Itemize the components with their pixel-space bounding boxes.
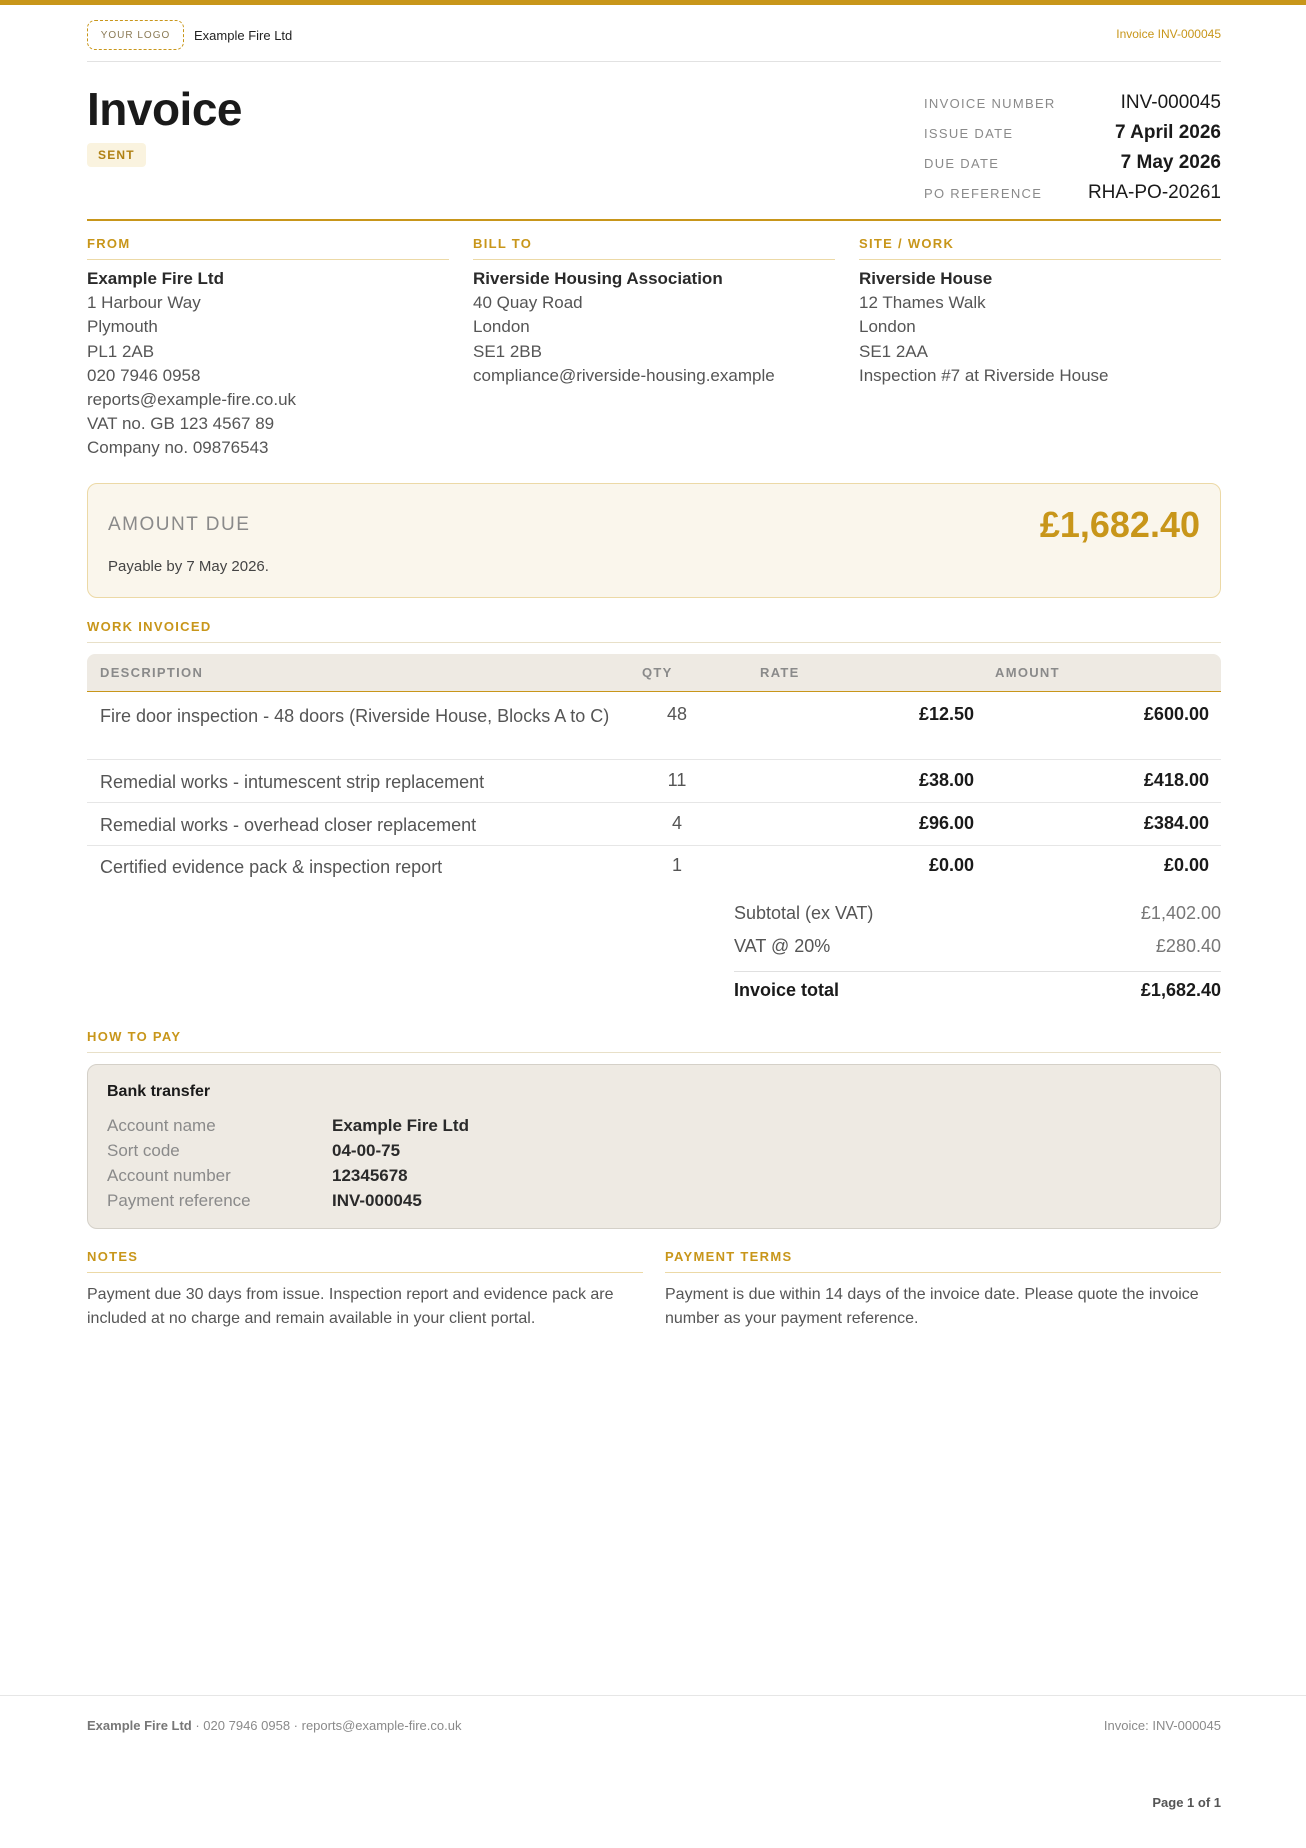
payment-terms-text: Payment is due within 14 days of the invoice date. Please quote the invoice number as your payment reference. [665,1286,1199,1327]
vat-value: £280.40 [1155,936,1221,956]
row-description: Remedial works - overhead closer replacement [100,815,477,835]
amount-due-value: £1,682.40 [1039,504,1200,545]
table-header [87,654,1221,692]
bank-row-account-name [107,1113,469,1138]
footer-company: Example Fire Ltd [87,1718,192,1733]
row-amount: £0.00 [1163,855,1209,875]
bill-to-line: SE1 2BB [473,341,542,361]
table-row [87,760,1221,803]
row-description: Remedial works - intumescent strip replacement [100,772,485,792]
site-line: Riverside House [859,269,993,288]
row-qty: 4 [671,813,682,833]
meta-value: 7 April 2026 [1115,122,1221,143]
footer-contact-details: · 020 7946 0958 · reports@example-fire.co.uk [191,1718,462,1733]
vat-row [734,930,1221,963]
invoice-total-value: £1,682.40 [1140,980,1221,1000]
amount-due-note: Payable by 7 May 2026. [108,558,269,575]
site-line: London [859,317,916,337]
bank-key: Payment reference [107,1190,251,1210]
bill-to-label: BILL TO [473,236,835,260]
how-to-pay-label: HOW TO PAY [87,1029,1221,1053]
amount-due-label: AMOUNT DUE [108,514,251,535]
how-to-pay-section [87,1029,1221,1053]
header-invoice-ref: Invoice INV-000045 [1116,27,1221,41]
header-company-name: Example Fire Ltd [194,28,293,43]
from-label: FROM [87,236,449,260]
column-header-rate: RATE [760,665,800,680]
document-header [87,20,1221,62]
bank-row-sort-code [107,1138,469,1163]
vat-label: VAT @ 20% [734,936,831,956]
totals-block [734,897,1221,1001]
site-label: SITE / WORK [859,236,1221,260]
from-line: VAT no. GB 123 4567 89 [87,414,275,434]
table-row [87,846,1221,886]
row-qty: 11 [667,770,687,790]
meta-label: PO REFERENCE [924,185,1043,201]
line-items-table [87,654,1221,886]
logo-placeholder: YOUR LOGO [87,20,184,50]
column-header-qty: QTY [642,665,673,680]
subtotal-row [734,897,1221,930]
site-line: 12 Thames Walk [859,293,986,313]
from-line: reports@example-fire.co.uk [87,390,297,410]
from-line: 020 7946 0958 [87,365,201,385]
meta-value: 7 May 2026 [1120,152,1221,173]
from-line: PL1 2AB [87,341,155,361]
table-row [87,692,1221,760]
status-badge: SENT [87,143,146,167]
page-title: Invoice [87,83,243,135]
notes-text: Payment due 30 days from issue. Inspection report and evidence pack are included at no charge and remain available in your client portal. [87,1286,614,1327]
bill-to-line: compliance@riverside-housing.example [473,365,775,385]
table-row [87,803,1221,846]
payment-method: Bank transfer [107,1083,211,1100]
column-header-amount: AMOUNT [995,665,1060,680]
footer-invoice-ref: Invoice: INV-000045 [1103,1718,1221,1733]
from-section [87,236,449,461]
site-line: Inspection #7 at Riverside House [859,365,1109,385]
from-line: Plymouth [87,317,158,337]
subtotal-value: £1,402.00 [1140,903,1221,923]
row-amount: £600.00 [1143,704,1209,724]
row-amount: £418.00 [1143,770,1209,790]
meta-invoice-number [924,88,1221,118]
page-number: Page 1 of 1 [1152,1795,1221,1810]
meta-label: INVOICE NUMBER [924,95,1056,111]
from-line: Example Fire Ltd [87,269,224,288]
bill-to-section [473,236,835,388]
notes-section [87,1249,643,1330]
footer-contact [87,1718,461,1733]
row-rate: £96.00 [918,813,974,833]
row-description: Certified evidence pack & inspection report [100,857,443,877]
site-line: SE1 2AA [859,341,928,361]
row-description: Fire door inspection - 48 doors (Riverside House, Blocks A to C) [100,706,610,726]
from-line: Company no. 09876543 [87,438,269,458]
bank-key: Account number [107,1165,231,1185]
meta-value: RHA-PO-20261 [1087,182,1221,203]
bill-to-line: 40 Quay Road [473,293,583,313]
bank-details-panel [87,1064,1221,1229]
bank-key: Sort code [107,1140,180,1160]
column-header-description: DESCRIPTION [100,665,204,680]
meta-due-date [924,148,1221,178]
footer-divider [0,1695,1306,1696]
payment-terms-section [665,1249,1221,1330]
bank-row-account-number [107,1163,469,1188]
from-line: 1 Harbour Way [87,293,201,313]
meta-label: DUE DATE [924,155,1000,171]
bill-to-line: London [473,317,530,337]
row-rate: £38.00 [918,770,974,790]
work-invoiced-label: WORK INVOICED [87,619,1221,643]
notes-label: NOTES [87,1249,643,1273]
meta-issue-date [924,118,1221,148]
row-rate: £0.00 [928,855,974,875]
amount-due-panel [87,483,1221,598]
title-divider [87,219,1221,221]
meta-po-reference [924,178,1221,208]
bank-value: 12345678 [332,1165,408,1185]
work-invoiced-section [87,619,1221,643]
row-amount: £384.00 [1143,813,1209,833]
bank-row-payment-reference [107,1188,469,1213]
top-accent-bar [0,0,1306,5]
bank-value: 04-00-75 [332,1140,401,1160]
subtotal-label: Subtotal (ex VAT) [734,903,874,923]
site-section [859,236,1221,388]
row-rate: £12.50 [918,704,974,724]
meta-label: ISSUE DATE [924,125,1014,141]
row-qty: 1 [671,855,682,875]
payment-terms-label: PAYMENT TERMS [665,1249,1221,1273]
invoice-meta [924,88,1221,208]
bill-to-line: Riverside Housing Association [473,269,723,288]
invoice-total-label: Invoice total [734,980,840,1000]
row-qty: 48 [666,704,688,724]
invoice-total-row [734,971,1221,1001]
meta-value: INV-000045 [1120,92,1221,113]
bank-key: Account name [107,1115,216,1135]
bank-value: INV-000045 [332,1190,422,1210]
bank-value: Example Fire Ltd [332,1115,469,1135]
